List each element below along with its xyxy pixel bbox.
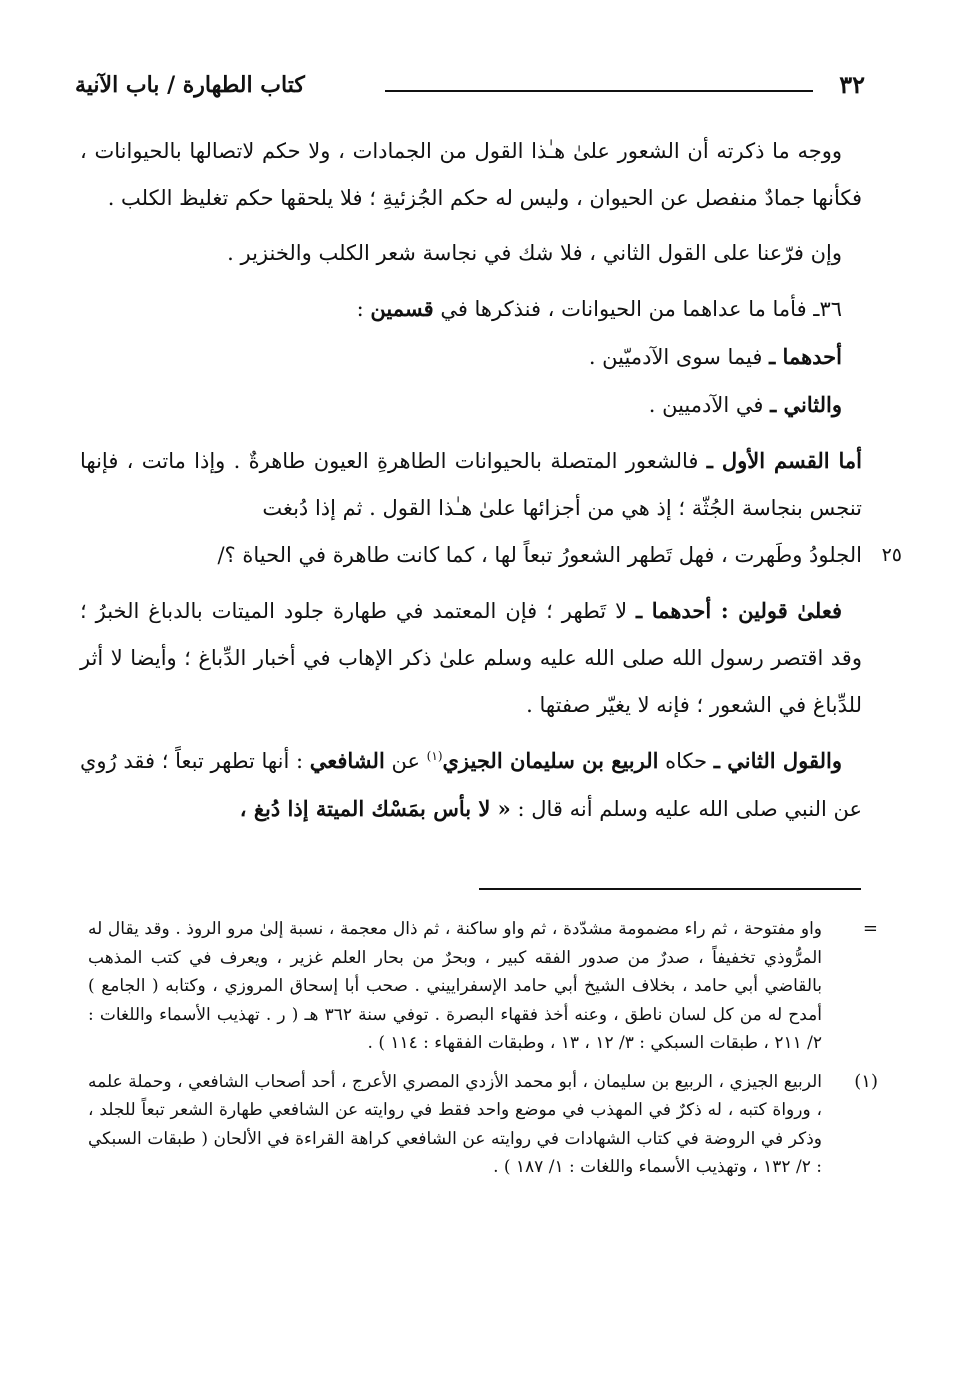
paragraph-3-bold: قسمين	[370, 296, 434, 321]
footnote-continuation-text: واو مفتوحة ، ثم راء مضمومة مشدّدة ، ثم واو ساكنة ، ثم ذال معجمة ، نسبة إلىٰ مرو الروذ . وقد يقال له المرُّوذي تخفيفاً ، صدرٌ من صدور الفقه كبير ، وبحرٌ من بحار العلم غزير ، ويعرف في كتب المذهب بالقاضي أبي حامد ، بخلاف الشيخ أبي حامد الإسفراييني . صحب أبا إسحاق المروزي ، وكتابه ( الجامع ) أمدح له من كل لسان ناطق ، وعنه أخذ فقهاء البصرة . توفي سنة ٣٦٢ هـ ( ر . تهذيب الأسماء واللغات : ٢/ ٢١١ ، طبقات السبكي : ٣/ ١٢ ، ١٣ ، وطبقات الفقهاء : ١١٤ ) .	[88, 919, 822, 1053]
paragraph-7-text: لا تَطهر ؛ فإن المعتمد في طهارة جلود الميتات بالدباغ الخبرُ ؛ وقد اقتصر رسول الله صلى الله عليه وسلم علىٰ ذكر الإهاب في أخبار الدِّباغ ؛ وأيضا لا أثر للدِّباغ في الشعور ؛ فإنه لا يغيّر صفتها .	[80, 599, 862, 717]
paragraph-6-last-text: الجلودُ وطَهرت ، فهل تَطهر الشعورُ تبعاً لها ، كما كانت طاهرة في الحياة ؟/	[217, 543, 862, 567]
page-header	[75, 70, 865, 118]
footnotes	[88, 915, 878, 1182]
paragraph-8-hadith: « لا بأس بمَسْك الميتة إذا دُبغ ،	[239, 796, 511, 821]
paragraph-8-text-2: عن	[384, 749, 427, 773]
main-text	[80, 128, 902, 833]
paragraph-8-text-1: حكاه	[658, 749, 714, 773]
paragraph-4-heading: أحدهما ـ	[769, 344, 842, 369]
paragraph-6-heading: أما القسم الأول ـ	[706, 448, 862, 473]
paragraph-1: ووجه ما ذكرته أن الشعور علىٰ هـٰذا القول من الجمادات ، ولا حكم لاتصالها بالحيوانات ، فكأنها جمادٌ منفصل عن الحيوان ، وليس له حكم الجُزئيةِ ؛ فلا يلحقها حكم تغليظ الكلب .	[80, 139, 862, 210]
header-rule	[385, 90, 813, 92]
footnote-continuation	[88, 915, 878, 1058]
paragraph-3	[80, 285, 862, 333]
page-number: ٣٢	[839, 70, 865, 99]
footnote-1-marker: (١)	[854, 1070, 878, 1092]
paragraph-5	[80, 381, 862, 429]
paragraph-8	[80, 737, 862, 833]
footnote-1	[88, 1068, 878, 1182]
paragraph-8-person: الربيع بن سليمان الجيزي	[442, 748, 659, 773]
paragraph-6-last-line	[80, 532, 902, 579]
continuation-marker: =	[862, 918, 878, 939]
paragraph-8-text-3: : أنها تطهر تبعاً ؛ فقد رُوي عن النبي صلى الله عليه وسلم أنه قال :	[80, 749, 862, 821]
paragraph-6	[80, 437, 862, 532]
paragraph-7-heading: فعلىٰ قولين : أحدهما ـ	[636, 598, 843, 623]
footnote-separator	[479, 888, 861, 890]
margin-line-number: ٢٥	[881, 544, 902, 566]
paragraph-8-shafii: الشافعي	[309, 748, 385, 773]
paragraph-7	[80, 587, 862, 729]
paragraph-3-tail: :	[356, 297, 371, 321]
paragraph-3-lead: ٣٦ـ فأما ما عداهما من الحيوانات ، فنذكرها في	[433, 297, 842, 321]
paragraph-6-text: فالشعور المتصلة بالحيوانات الطاهرةِ العيون طاهرةٌ . وإذا ماتت ، فإنها تنجس بنجاسة الجُثّة ؛ إذ هي من أجزائها علىٰ هـٰذا القول . ثم إذا دُبغت	[80, 449, 862, 520]
paragraph-4-text: فيما سوى الآدميّين .	[588, 345, 770, 369]
paragraph-4	[80, 333, 862, 381]
paragraph-2: وإن فرّعنا على القول الثاني ، فلا شك في نجاسة شعر الكلب والخنزير .	[227, 241, 842, 265]
paragraph-5-heading: والثاني ـ	[770, 392, 842, 417]
footnote-1-text: الربيع الجيزي ، الربيع بن سليمان ، أبو محمد الأزدي المصري الأعرج ، أحد أصحاب الشافعي ، وحملة علمه ، ورواة كتبه ، له ذكرٌ في المهذب في موضع واحد فقط في روايته عن الشافعي طهارة الشعر تبعاً للجلد ، وذكر في الروضة في كتاب الشهادات في روايته عن الشافعي كراهة القراءة في الألحان ( طبقات السبكي : ٢/ ١٣٢ ، وتهذيب الأسماء واللغات : ١/ ١٨٧ ) .	[88, 1071, 822, 1177]
running-title: كتاب الطهارة / باب الآنية	[75, 72, 305, 98]
footnote-ref-1: (١)	[426, 749, 443, 763]
paragraph-5-text: في الآدميين .	[648, 393, 771, 417]
paragraph-8-heading: والقول الثاني ـ	[713, 748, 843, 773]
